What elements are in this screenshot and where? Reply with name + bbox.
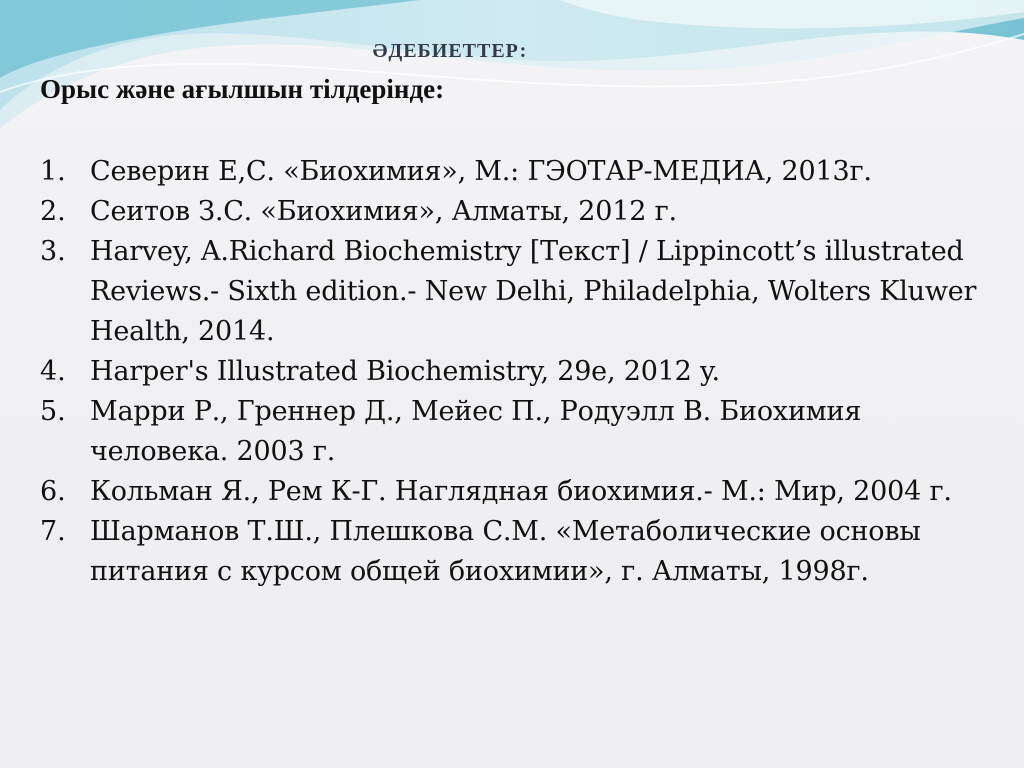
list-item xyxy=(40,472,1000,512)
list-item-number: 3. xyxy=(40,236,66,267)
list-item-number: 1. xyxy=(40,156,66,187)
list-item-number: 5. xyxy=(40,396,66,427)
slide-subheading: Орыс және ағылшын тілдерінде: xyxy=(40,74,445,104)
list-item-text: Кольман Я., Рем К-Г. Наглядная биохимия.- М.: Мир, 2004 г. xyxy=(90,476,952,507)
list-item-number: 2. xyxy=(40,196,66,227)
list-item xyxy=(40,352,1000,392)
reference-list xyxy=(40,152,1000,592)
slide-heading: ӘДЕБИЕТТЕР: xyxy=(372,40,528,62)
list-item-number: 4. xyxy=(40,356,66,387)
wave-decoration xyxy=(0,0,1024,140)
list-item-text: Сеитов З.С. «Биохимия», Алматы, 2012 г. xyxy=(90,196,677,227)
list-item xyxy=(40,392,1000,472)
list-item-text: Harper's Illustrated Biochemistry, 29e, 2012 y. xyxy=(90,356,720,387)
list-item xyxy=(40,192,1000,232)
list-item-text: Harvey, A.Richard Biochemistry [Текст] / Lippincott’s illustrated Reviews.- Sixth edition.- New Delhi, Philadelphia, Wolters Kluwer Health, 2014. xyxy=(90,236,977,347)
list-item-text: Шарманов Т.Ш., Плешкова С.М. «Метаболические основы питания с курсом общей биохимии», г. Алматы, 1998г. xyxy=(90,516,921,587)
list-item-number: 6. xyxy=(40,476,66,507)
list-item-text: Северин Е,С. «Биохимия», М.: ГЭОТАР-МЕДИА, 2013г. xyxy=(90,156,872,187)
list-item xyxy=(40,512,1000,592)
list-item-text: Марри Р., Греннер Д., Мейес П., Родуэлл В. Биохимия человека. 2003 г. xyxy=(90,396,862,467)
list-item xyxy=(40,152,1000,192)
list-item xyxy=(40,232,1000,352)
list-item-number: 7. xyxy=(40,516,66,547)
